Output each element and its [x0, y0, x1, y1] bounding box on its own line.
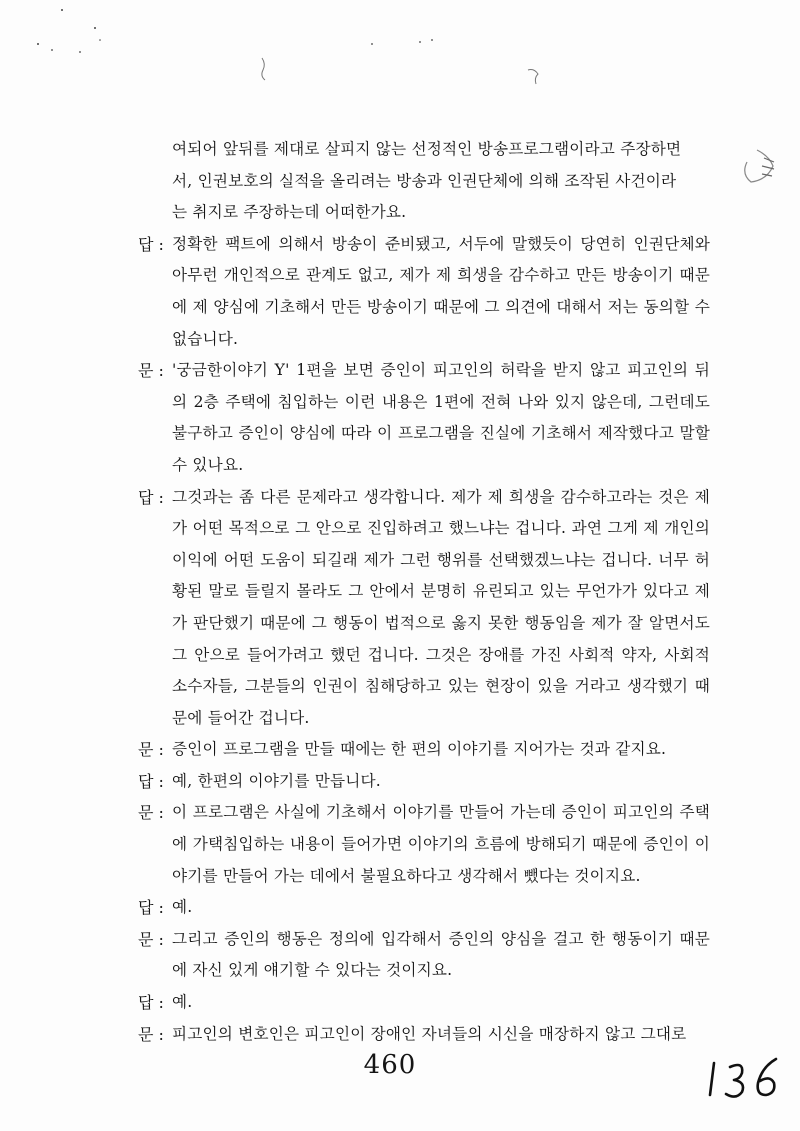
- intro-line-1: 여되어 앞뒤를 제대로 살피지 않는 선정적인 방송프로그램이라고 주장하면: [172, 140, 682, 158]
- question-entry: [138, 355, 710, 481]
- answer-text: 예.: [172, 993, 193, 1012]
- intro-question-continuation: [138, 134, 710, 229]
- answer-marker: 답 :: [138, 898, 164, 918]
- question-marker: 문 :: [138, 1024, 164, 1044]
- question-text: 그리고 증인의 행동은 정의에 입각해서 증인의 양심을 걸고 한 행동이기 때문에 자신 있게 얘기할 수 있다는 것이지요.: [172, 929, 710, 980]
- answer-entry: [138, 229, 710, 355]
- answer-marker: 답 :: [138, 771, 164, 791]
- answer-marker: 답 :: [138, 993, 164, 1013]
- question-entry: [138, 797, 710, 892]
- question-entry: [138, 734, 710, 766]
- transcript-body: [138, 134, 710, 1050]
- page-number: 460: [363, 1050, 417, 1080]
- question-entry: [138, 1019, 710, 1051]
- question-text: 증인이 프로그램을 만들 때에는 한 편의 이야기를 지어가는 것과 같지요.: [172, 740, 667, 759]
- question-marker: 문 :: [138, 929, 164, 949]
- answer-text: 정확한 팩트에 의해서 방송이 준비됐고, 서두에 말했듯이 당연히 인권단체와 아무런 개인적으로 관계도 없고, 제가 제 희생을 감수하고 만든 방송이기 때문에 제 양심에 기초해서 만든 방송이기 때문에 그 의견에 대해서 저는 동의할 수 없습니다.: [172, 234, 710, 348]
- question-marker: 문 :: [138, 803, 164, 823]
- answer-entry: [138, 987, 710, 1019]
- question-text: 이 프로그램은 사실에 기초해서 이야기를 만들어 가는데 증인이 피고인의 주택에 가택침입하는 내용이 들어가면 이야기의 흐름에 방해되기 때문에 증인이 이야기를 만들어 가는 데에서 불필요하다고 생각해서 뺐다는 것이지요.: [172, 803, 710, 885]
- answer-marker: 답 :: [138, 234, 164, 254]
- answer-text: 그것과는 좀 다른 문제라고 생각합니다. 제가 제 희생을 감수하고라는 것은 제가 어떤 목적으로 그 안으로 진입하려고 했느냐는 겁니다. 과연 그게 제 개인의 이익에 어떤 도움이 되길래 제가 그런 행위를 선택했겠느냐는 겁니다. 너무 허황된 말로 들릴지 몰라도 그 안에서 분명히 유린되고 있는 무언가가 있다고 제가 판단했기 때문에 그 행동이 법적으로 옳지 못한 행동임을 제가 잘 알면서도 그 안으로 들어가려고 했던 겁니다. 그것은 장애를 가진 사회적 약자, 사회적 소수자들, 그분들의 인권이 침해당하고 있는 현장이 있을 거라고 생각했기 때문에 들어간 겁니다.: [172, 487, 710, 727]
- question-entry: [138, 924, 710, 987]
- intro-line-2: 서, 인권보호의 실적을 올리려는 방송과 인권단체에 의해 조작된 사건이라: [172, 171, 677, 190]
- question-text: 피고인의 변호인은 피고인이 장애인 자녀들의 시신을 매장하지 않고 그대로: [172, 1024, 687, 1043]
- answer-marker: 답 :: [138, 487, 164, 507]
- intro-line-3: 는 취지로 주장하는데 어떠한가요.: [172, 203, 407, 222]
- answer-entry: [138, 766, 710, 798]
- answer-entry: [138, 892, 710, 924]
- answer-text: 예.: [172, 898, 193, 917]
- handwritten-page-number: [700, 1045, 790, 1105]
- answer-text: 예, 한편의 이야기를 만듭니다.: [172, 771, 381, 790]
- question-text: '궁금한이야기 Y' 1편을 보면 증인이 피고인의 허락을 받지 않고 피고인의 뒤의 2층 주택에 침입하는 이런 내용은 1편에 전혀 나와 있지 않은데, 그런데도 불구하고 증인이 양심에 따라 이 프로그램을 진실에 기초해서 제작했다고 말할 수 있나요.: [172, 361, 710, 474]
- question-marker: 문 :: [138, 740, 164, 760]
- answer-entry: [138, 482, 710, 735]
- question-marker: 문 :: [138, 361, 164, 381]
